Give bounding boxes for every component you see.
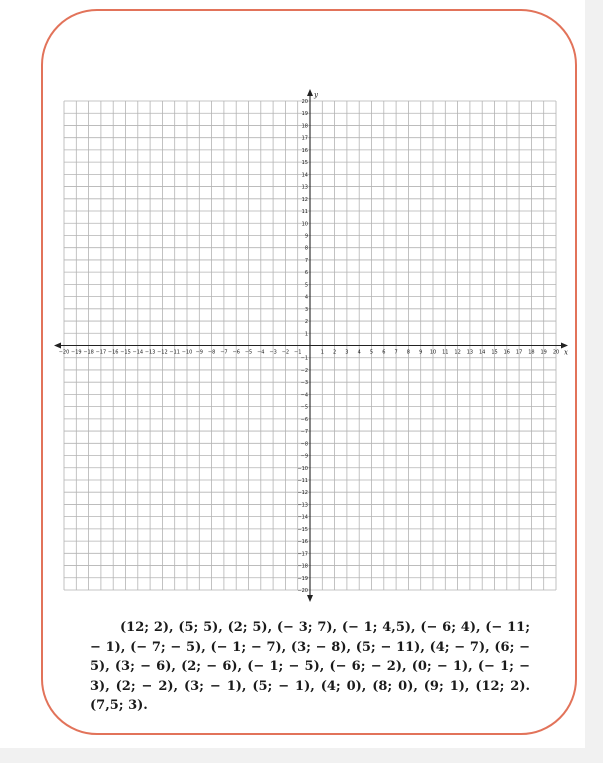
x-tick-label: 14	[479, 349, 486, 356]
y-tick-label: 6	[304, 270, 308, 277]
x-tick-label: −18	[83, 349, 94, 356]
y-tick-label: −10	[297, 465, 308, 472]
x-tick-label: 8	[406, 349, 410, 356]
x-tick-label: −10	[181, 349, 193, 356]
y-tick-label: −4	[300, 392, 308, 399]
x-tick-label: 17	[515, 349, 523, 356]
y-tick-label: −12	[297, 490, 308, 497]
x-tick-label: −4	[257, 349, 265, 356]
x-tick-label: −12	[157, 349, 168, 356]
x-tick-label: 4	[357, 349, 361, 356]
x-tick-label: 16	[503, 349, 510, 356]
x-tick-label: 13	[466, 349, 474, 356]
x-tick-label: 9	[419, 349, 423, 356]
y-tick-label: 14	[301, 172, 308, 179]
y-tick-label: −15	[297, 526, 308, 533]
y-tick-label: −2	[300, 367, 308, 374]
y-tick-label: 16	[301, 147, 308, 154]
y-tick-label: −11	[297, 477, 308, 484]
x-tick-label: 3	[345, 349, 349, 356]
tick-labels	[59, 99, 559, 594]
x-tick-label: 18	[528, 349, 535, 356]
x-tick-label: −13	[144, 349, 156, 356]
y-tick-label: −9	[300, 453, 308, 460]
y-axis-arrow-up	[307, 89, 313, 96]
x-tick-label: −16	[107, 349, 119, 356]
x-tick-label: −5	[244, 349, 253, 356]
x-tick-label: 5	[369, 349, 374, 356]
x-tick-label: 10	[429, 349, 437, 356]
x-tick-label: 7	[394, 349, 398, 356]
y-tick-label: 11	[301, 209, 308, 216]
x-tick-label: 11	[442, 349, 449, 356]
y-tick-label: −18	[297, 563, 308, 570]
x-tick-label: −19	[71, 349, 82, 356]
y-tick-label: −16	[297, 539, 308, 546]
axes	[54, 89, 568, 602]
y-tick-label: 8	[304, 245, 308, 252]
x-tick-label: −14	[132, 349, 144, 356]
y-tick-label: 1	[304, 331, 308, 338]
y-tick-label: −3	[300, 380, 308, 387]
y-tick-label: −5	[300, 404, 308, 411]
x-axis-arrow-left	[54, 343, 61, 349]
y-tick-label: 10	[301, 221, 308, 228]
y-tick-label: −1	[300, 355, 308, 362]
x-tick-label: −9	[195, 349, 203, 356]
y-tick-label: 18	[301, 123, 308, 130]
x-tick-label: 1	[320, 349, 324, 356]
y-tick-label: 3	[304, 306, 308, 313]
x-tick-label: 6	[382, 349, 386, 356]
x-tick-label: −1	[294, 349, 302, 356]
y-tick-label: −8	[300, 441, 308, 448]
x-tick-label: −2	[281, 349, 290, 356]
y-tick-label: 20	[301, 99, 308, 105]
x-tick-label: 15	[491, 349, 498, 356]
y-tick-label: −13	[297, 502, 308, 509]
y-tick-label: 12	[301, 196, 308, 203]
x-tick-label: −3	[269, 349, 277, 356]
x-tick-label: −7	[220, 349, 228, 356]
x-tick-label: −20	[58, 349, 70, 356]
y-tick-label: −14	[297, 514, 308, 521]
x-tick-label: 12	[454, 349, 461, 356]
x-tick-label: −11	[169, 349, 180, 356]
y-tick-label: 4	[304, 294, 308, 301]
y-tick-label: −19	[297, 575, 308, 582]
y-tick-label: 2	[304, 319, 308, 326]
x-tick-label: 19	[540, 349, 547, 356]
y-tick-label: 7	[304, 257, 308, 264]
x-tick-label: 2	[333, 349, 337, 356]
y-tick-label: −6	[300, 416, 308, 423]
x-tick-label: −17	[95, 349, 107, 356]
x-tick-label: 20	[552, 349, 560, 356]
y-tick-label: −7	[300, 429, 308, 436]
y-axis-label: y	[314, 91, 318, 99]
y-tick-label: −20	[297, 588, 308, 594]
y-tick-label: −17	[297, 551, 308, 558]
y-tick-label: 5	[304, 282, 308, 289]
x-tick-label: −8	[207, 349, 216, 356]
y-tick-label: 15	[301, 160, 308, 167]
x-axis-label: x	[564, 348, 568, 357]
y-tick-label: 13	[301, 184, 308, 191]
x-tick-label: −15	[120, 349, 131, 356]
y-axis-arrow-down	[307, 595, 313, 602]
y-tick-label: 19	[301, 111, 308, 118]
y-tick-label: 9	[304, 233, 308, 240]
points-list-text: (12; 2), (5; 5), (2; 5), (− 3; 7), (− 1; 4,5), (− 6; 4), (− 11; − 1), (− 7; − 5), (− 1; − 7), (3; − 8), (5; − 11), (4; − 7), (6; − 5), (3; − 6), (2; − 6), (− 1; − 5), (− 6; − 2), (0; − 1), (− 1; − 3), (2; − 2), (3; − 1), (5; − 1), (4; 0), (8; 0), (9; 1), (12; 2). (7,5; 3).	[90, 620, 530, 713]
x-tick-label: −6	[232, 349, 240, 356]
y-tick-label: 17	[301, 135, 308, 142]
